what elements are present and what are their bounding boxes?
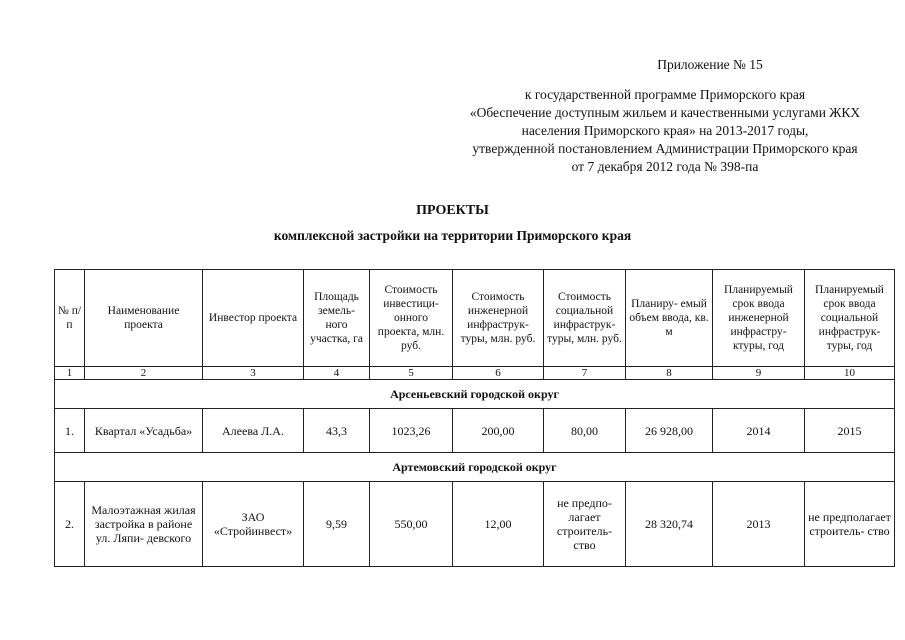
header-line: «Обеспечение доступным жильем и качественными услугами ЖКХ	[469, 105, 861, 120]
column-header: Площадь земель- ного участка, га	[304, 270, 370, 367]
column-header: Планируемый срок ввода инженерной инфрастру- ктуры, год	[713, 270, 805, 367]
column-header: Стоимость инженерной инфраструк- туры, млн. руб.	[453, 270, 544, 367]
column-header: Наименование проекта	[85, 270, 203, 367]
table-row	[55, 482, 895, 567]
table-cell: 2.	[55, 482, 85, 567]
column-number-row	[55, 367, 895, 380]
group-name: Артемовский городской округ	[55, 453, 895, 482]
table-cell: 26 928,00	[626, 409, 713, 453]
column-header: № п/п	[55, 270, 85, 367]
projects-table	[54, 269, 895, 567]
header-line: от 7 декабря 2012 года № 398-па	[571, 159, 759, 174]
column-number: 8	[626, 367, 713, 380]
document-title: ПРОЕКТЫ	[416, 203, 489, 218]
table-cell: ЗАО «Стройинвест»	[203, 482, 304, 567]
table-cell: не предполагает строитель- ство	[805, 482, 895, 567]
table-cell: Алеева Л.А.	[203, 409, 304, 453]
table-cell: 200,00	[453, 409, 544, 453]
column-number: 7	[544, 367, 626, 380]
header-line: населения Приморского края» на 2013-2017 годы,	[521, 123, 809, 138]
group-row	[55, 453, 895, 482]
column-number: 10	[805, 367, 895, 380]
table-cell: не предпо- лагает строитель- ство	[544, 482, 626, 567]
document-header	[430, 56, 900, 176]
column-number: 4	[304, 367, 370, 380]
header-line: к государственной программе Приморского края	[524, 87, 806, 102]
table-cell: 2015	[805, 409, 895, 453]
group-name: Арсеньевский городской округ	[55, 380, 895, 409]
document-subtitle: комплексной застройки на территории Приморского края	[273, 228, 632, 243]
column-number: 3	[203, 367, 304, 380]
column-number: 1	[55, 367, 85, 380]
table-cell: 550,00	[370, 482, 453, 567]
table-row	[55, 409, 895, 453]
column-header: Планиру- емый объем ввода, кв. м	[626, 270, 713, 367]
table-cell: 1.	[55, 409, 85, 453]
column-header: Стоимость социальной инфраструк- туры, млн. руб.	[544, 270, 626, 367]
appendix-number: Приложение № 15	[657, 57, 763, 72]
table-cell: 1023,26	[370, 409, 453, 453]
table-cell: Малоэтажная жилая застройка в районе ул. Ляпи- девского	[85, 482, 203, 567]
table-header-row	[55, 270, 895, 367]
column-header: Стоимость инвестици- онного проекта, млн. руб.	[370, 270, 453, 367]
table-cell: 9,59	[304, 482, 370, 567]
column-number: 2	[85, 367, 203, 380]
table-cell: Квартал «Усадьба»	[85, 409, 203, 453]
column-header: Инвестор проекта	[203, 270, 304, 367]
table-cell: 80,00	[544, 409, 626, 453]
table-cell: 2013	[713, 482, 805, 567]
header-line: утвержденной постановлением Администрации Приморского края	[472, 141, 858, 156]
column-number: 5	[370, 367, 453, 380]
column-number: 9	[713, 367, 805, 380]
table-cell: 43,3	[304, 409, 370, 453]
table-cell: 2014	[713, 409, 805, 453]
column-number: 6	[453, 367, 544, 380]
table-cell: 12,00	[453, 482, 544, 567]
table-cell: 28 320,74	[626, 482, 713, 567]
group-row	[55, 380, 895, 409]
column-header: Планируемый срок ввода социальной инфраструк- туры, год	[805, 270, 895, 367]
